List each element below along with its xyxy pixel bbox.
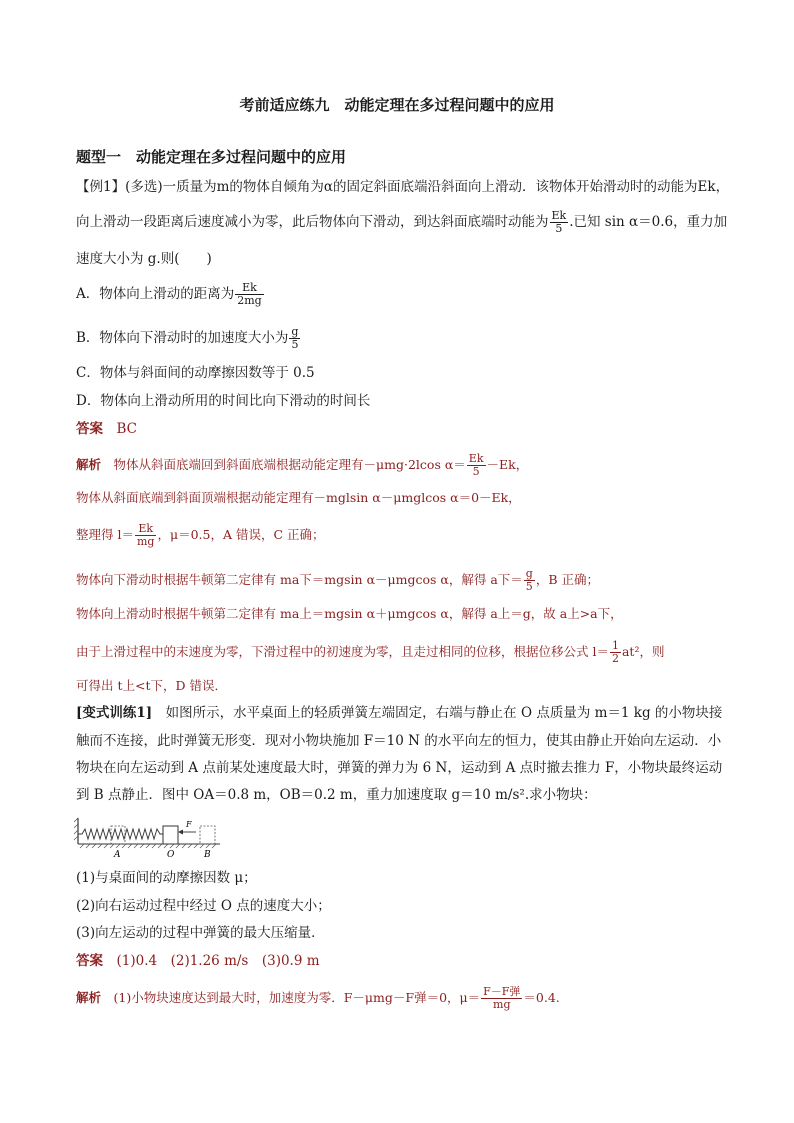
answer-value: BC <box>116 421 138 437</box>
variant-line-4: 到 B 点静止．图中 OA＝0.8 m，OB＝0.2 m，重力加速度取 g＝10 m/s².求小物块： <box>76 787 597 803</box>
block-at-b <box>200 826 215 844</box>
analysis-text: 物体从斜面底端回到斜面底端根据动能定理有－μmg·2lcos α＝ <box>113 457 466 472</box>
fraction-den: 5 <box>472 465 480 478</box>
variant-line-2: 触而不连接，此时弹簧无形变．现对小物块施加 F＝10 N 的水平向左的恒力，使其由静止开始向左运动．小 <box>76 733 722 749</box>
option-a <box>76 282 265 307</box>
analysis-fraction <box>481 986 522 1011</box>
spring-block-diagram <box>74 812 224 860</box>
fraction-den: 2 <box>611 652 619 665</box>
analysis-line-7: 可得出 t上<t下，D 错误． <box>76 678 227 693</box>
example-line-2 <box>76 210 727 235</box>
fraction-num: Ek <box>235 282 263 295</box>
variant-answer <box>76 951 320 971</box>
analysis-text: 整理得 l＝ <box>76 527 134 542</box>
analysis-text: ＝0.4. <box>523 990 560 1005</box>
analysis-text: －Ek， <box>486 457 529 472</box>
section-heading: 题型一 动能定理在多过程问题中的应用 <box>76 148 347 166</box>
analysis-line-2: 物体从斜面底端到斜面顶端根据动能定理有－mglsin α－μmglcos α＝0－Ek， <box>76 490 521 505</box>
fraction-den: mg <box>136 535 155 548</box>
fraction-num: 1 <box>611 639 619 652</box>
variant-analysis-line-1 <box>76 986 560 1011</box>
analysis-line-6 <box>76 640 664 665</box>
fraction-num: g <box>525 567 533 580</box>
page-title: 考前适应练九 动能定理在多过程问题中的应用 <box>239 96 555 114</box>
example-answer <box>76 419 137 439</box>
analysis-text: at²，则 <box>621 644 665 659</box>
point-a-label: A <box>114 850 121 860</box>
fraction-den: 2mg <box>237 294 262 307</box>
example-text-1: (多选)一质量为m的物体自倾角为α的固定斜面底端沿斜面向上滑动．该物体开始滑动时的动能为Ek， <box>125 179 730 195</box>
analysis-line-4 <box>76 568 599 593</box>
option-a-text: A．物体向上滑动的距离为 <box>76 286 235 302</box>
analysis-label: 解析 <box>76 990 102 1005</box>
analysis-label: 解析 <box>76 457 102 472</box>
block-at-o <box>163 826 178 844</box>
point-b-label: B <box>204 850 211 860</box>
analysis-fraction <box>135 523 156 548</box>
fraction-den: mg <box>493 998 511 1011</box>
option-b-text: B．物体向下滑动时的加速度大小为 <box>76 330 289 346</box>
analysis-line-3 <box>76 523 325 548</box>
analysis-line-1 <box>76 453 528 478</box>
example-tag: 【例1】 <box>76 179 126 195</box>
question-3: (3)向左运动的过程中弹簧的最大压缩量． <box>76 925 325 941</box>
fraction-num: F－F弹 <box>483 985 521 998</box>
fraction-num: Ek <box>135 523 156 536</box>
floor-hatching <box>80 844 216 848</box>
option-a-fraction <box>235 282 263 307</box>
option-b <box>76 326 301 351</box>
analysis-fraction <box>467 453 486 478</box>
fraction-ek-5 <box>550 210 569 235</box>
answer-label: 答案 <box>76 953 103 969</box>
option-b-fraction <box>289 326 300 351</box>
analysis-text: ，B 正确； <box>535 572 599 587</box>
answer-label: 答案 <box>76 421 103 437</box>
analysis-text: ，μ＝0.5，A 错误，C 正确； <box>157 527 325 542</box>
variant-line-3: 物块在向左运动到 A 点前某处速度最大时，弹簧的弹力为 6 N，运动到 A 点时撤去推力 F，小物块最终运动 <box>76 760 723 776</box>
option-c: C．物体与斜面间的动摩擦因数等于 0.5 <box>76 365 315 381</box>
force-arrowhead <box>178 830 183 835</box>
variant-line-1 <box>76 703 722 723</box>
answer-value: (1)0.4 (2)1.26 m/s (3)0.9 m <box>116 953 320 969</box>
example-line-3: 速度大小为 g.则( ) <box>76 251 212 267</box>
analysis-fraction <box>524 568 535 593</box>
analysis-text: 物体向下滑动时根据牛顿第二定律有 ma下＝mgsin α－μmgcos α，解得 a下＝ <box>76 572 523 587</box>
analysis-fraction <box>610 640 621 665</box>
example-text-2a: 向上滑动一段距离后速度减小为零，此后物体向下滑动，到达斜面底端时动能为 <box>76 214 549 230</box>
option-d: D．物体向上滑动所用的时间比向下滑动的时间长 <box>76 393 371 409</box>
analysis-text: 由于上滑过程中的末速度为零，下滑过程中的初速度为零，且走过相同的位移，根据位移公式 l＝ <box>76 644 609 659</box>
fraction-num: Ek <box>551 209 567 222</box>
point-o-label: O <box>167 850 175 860</box>
variant-tag: [变式训练1] <box>76 705 153 721</box>
fraction-num: g <box>291 325 299 338</box>
force-label: F <box>186 820 192 829</box>
fraction-den: 5 <box>291 338 299 351</box>
fraction-num: Ek <box>468 452 484 465</box>
analysis-line-5: 物体向上滑动时根据牛顿第二定律有 ma上＝mgsin α＋μmgcos α，解得 a上＝g，故 a上>a下， <box>76 606 623 621</box>
spring <box>78 829 163 839</box>
example-text-2b: .已知 sin α＝0.6，重力加 <box>569 214 728 230</box>
variant-text: 如图所示，水平桌面上的轻质弹簧左端固定，右端与静止在 O 点质量为 m＝1 kg 的小物块接 <box>165 705 723 721</box>
fraction-den: 5 <box>525 580 533 593</box>
question-2: (2)向右运动过程中经过 O 点的速度大小； <box>76 898 331 914</box>
analysis-text: (1)小物块速度达到最大时，加速度为零．F－μmg－F弹＝0，μ＝ <box>113 990 481 1005</box>
question-1: (1)与桌面间的动摩擦因数 μ； <box>76 870 257 886</box>
example-line-1 <box>76 177 729 197</box>
fraction-den: 5 <box>555 222 563 235</box>
